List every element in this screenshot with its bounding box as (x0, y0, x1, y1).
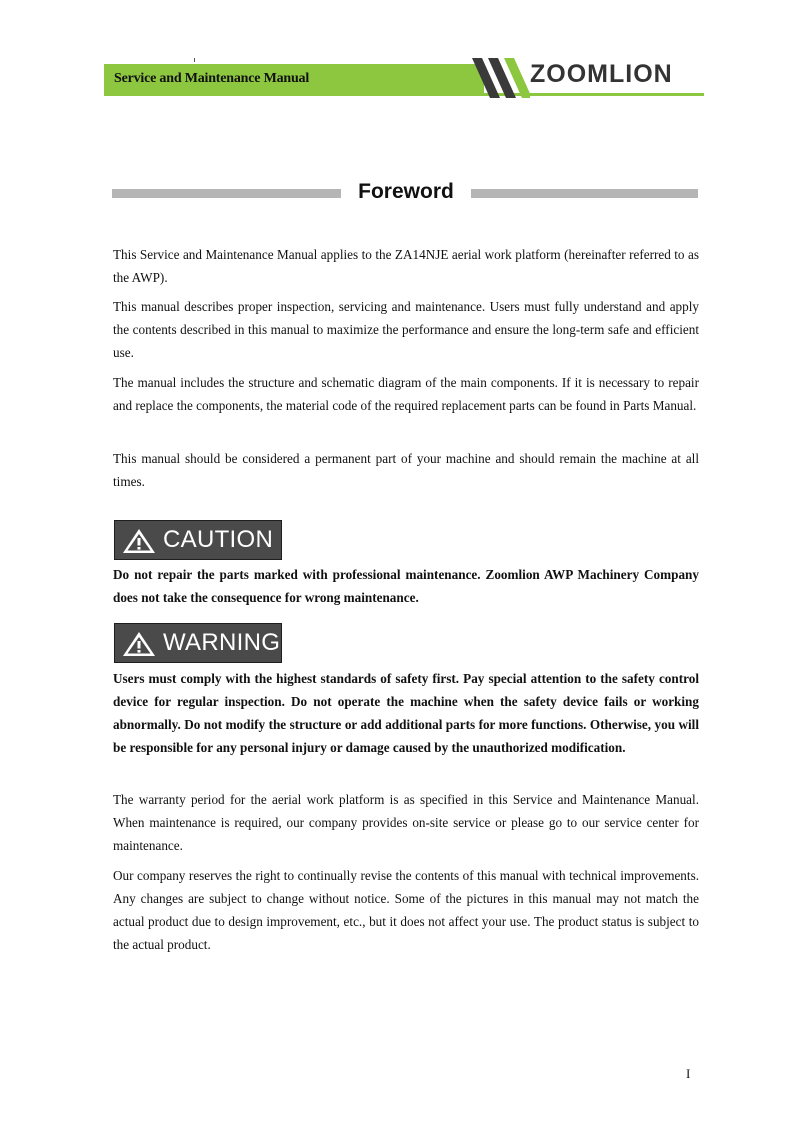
header-underline (104, 93, 704, 96)
warning-triangle-icon (121, 630, 157, 658)
warning-badge (114, 623, 282, 663)
warning-text: Users must comply with the highest standards of safety first. Pay special attention to the safety control device for regular inspection. Do not operate the machine when the safety device fails or working abnormally. Do not modify the structure or add additional parts for more functions. Otherwise, you will be responsible for any personal injury or damage caused by the unauthorized modification. (113, 671, 699, 755)
caution-text: Do not repair the parts marked with professional maintenance. Zoomlion AWP Machinery Company does not take the consequence for wrong maintenance. (113, 567, 699, 605)
header-title: Service and Maintenance Manual (114, 71, 310, 86)
warning-triangle-icon (121, 527, 157, 555)
title-rule-left (112, 189, 341, 198)
warning-label: WARNING (163, 629, 281, 656)
header-tick-mark (194, 58, 195, 62)
intro-paragraph: This manual should be considered a permanent part of your machine and should remain the machine at all times. (113, 451, 699, 489)
caution-badge (114, 520, 282, 560)
section-title-row (112, 180, 698, 208)
caution-label: CAUTION (163, 526, 274, 553)
closing-paragraph: The warranty period for the aerial work platform is as specified in this Service and Maintenance Manual. When maintenance is required, our company provides on-site service or please go to our service center for maintenance. (113, 792, 699, 853)
intro-paragraph: The manual includes the structure and schematic diagram of the main components. If it is necessary to repair and replace the components, the material code of the required replacement parts can be found in Parts Manual. (113, 375, 699, 413)
zoomlion-logo-icon (470, 58, 530, 98)
closing-paragraph: Our company reserves the right to continually revise the contents of this manual with technical improvements. Any changes are subject to change without notice. Some of the pictures in this manual may not match the actual product due to design improvement, etc., but it does not affect your use. The product status is subject to the actual product. (113, 868, 699, 952)
logo-text: ZOOMLION (530, 60, 673, 88)
intro-paragraph: This manual describes proper inspection, servicing and maintenance. Users must fully understand and apply the contents described in this manual to maximize the performance and ensure the long-term safe and efficient use. (113, 299, 699, 360)
page-title: Foreword (358, 180, 454, 203)
intro-paragraph: This Service and Maintenance Manual applies to the ZA14NJE aerial work platform (hereinafter referred to as the AWP). (113, 247, 699, 285)
page-number: I (686, 1066, 691, 1081)
title-rule-right (471, 189, 698, 198)
